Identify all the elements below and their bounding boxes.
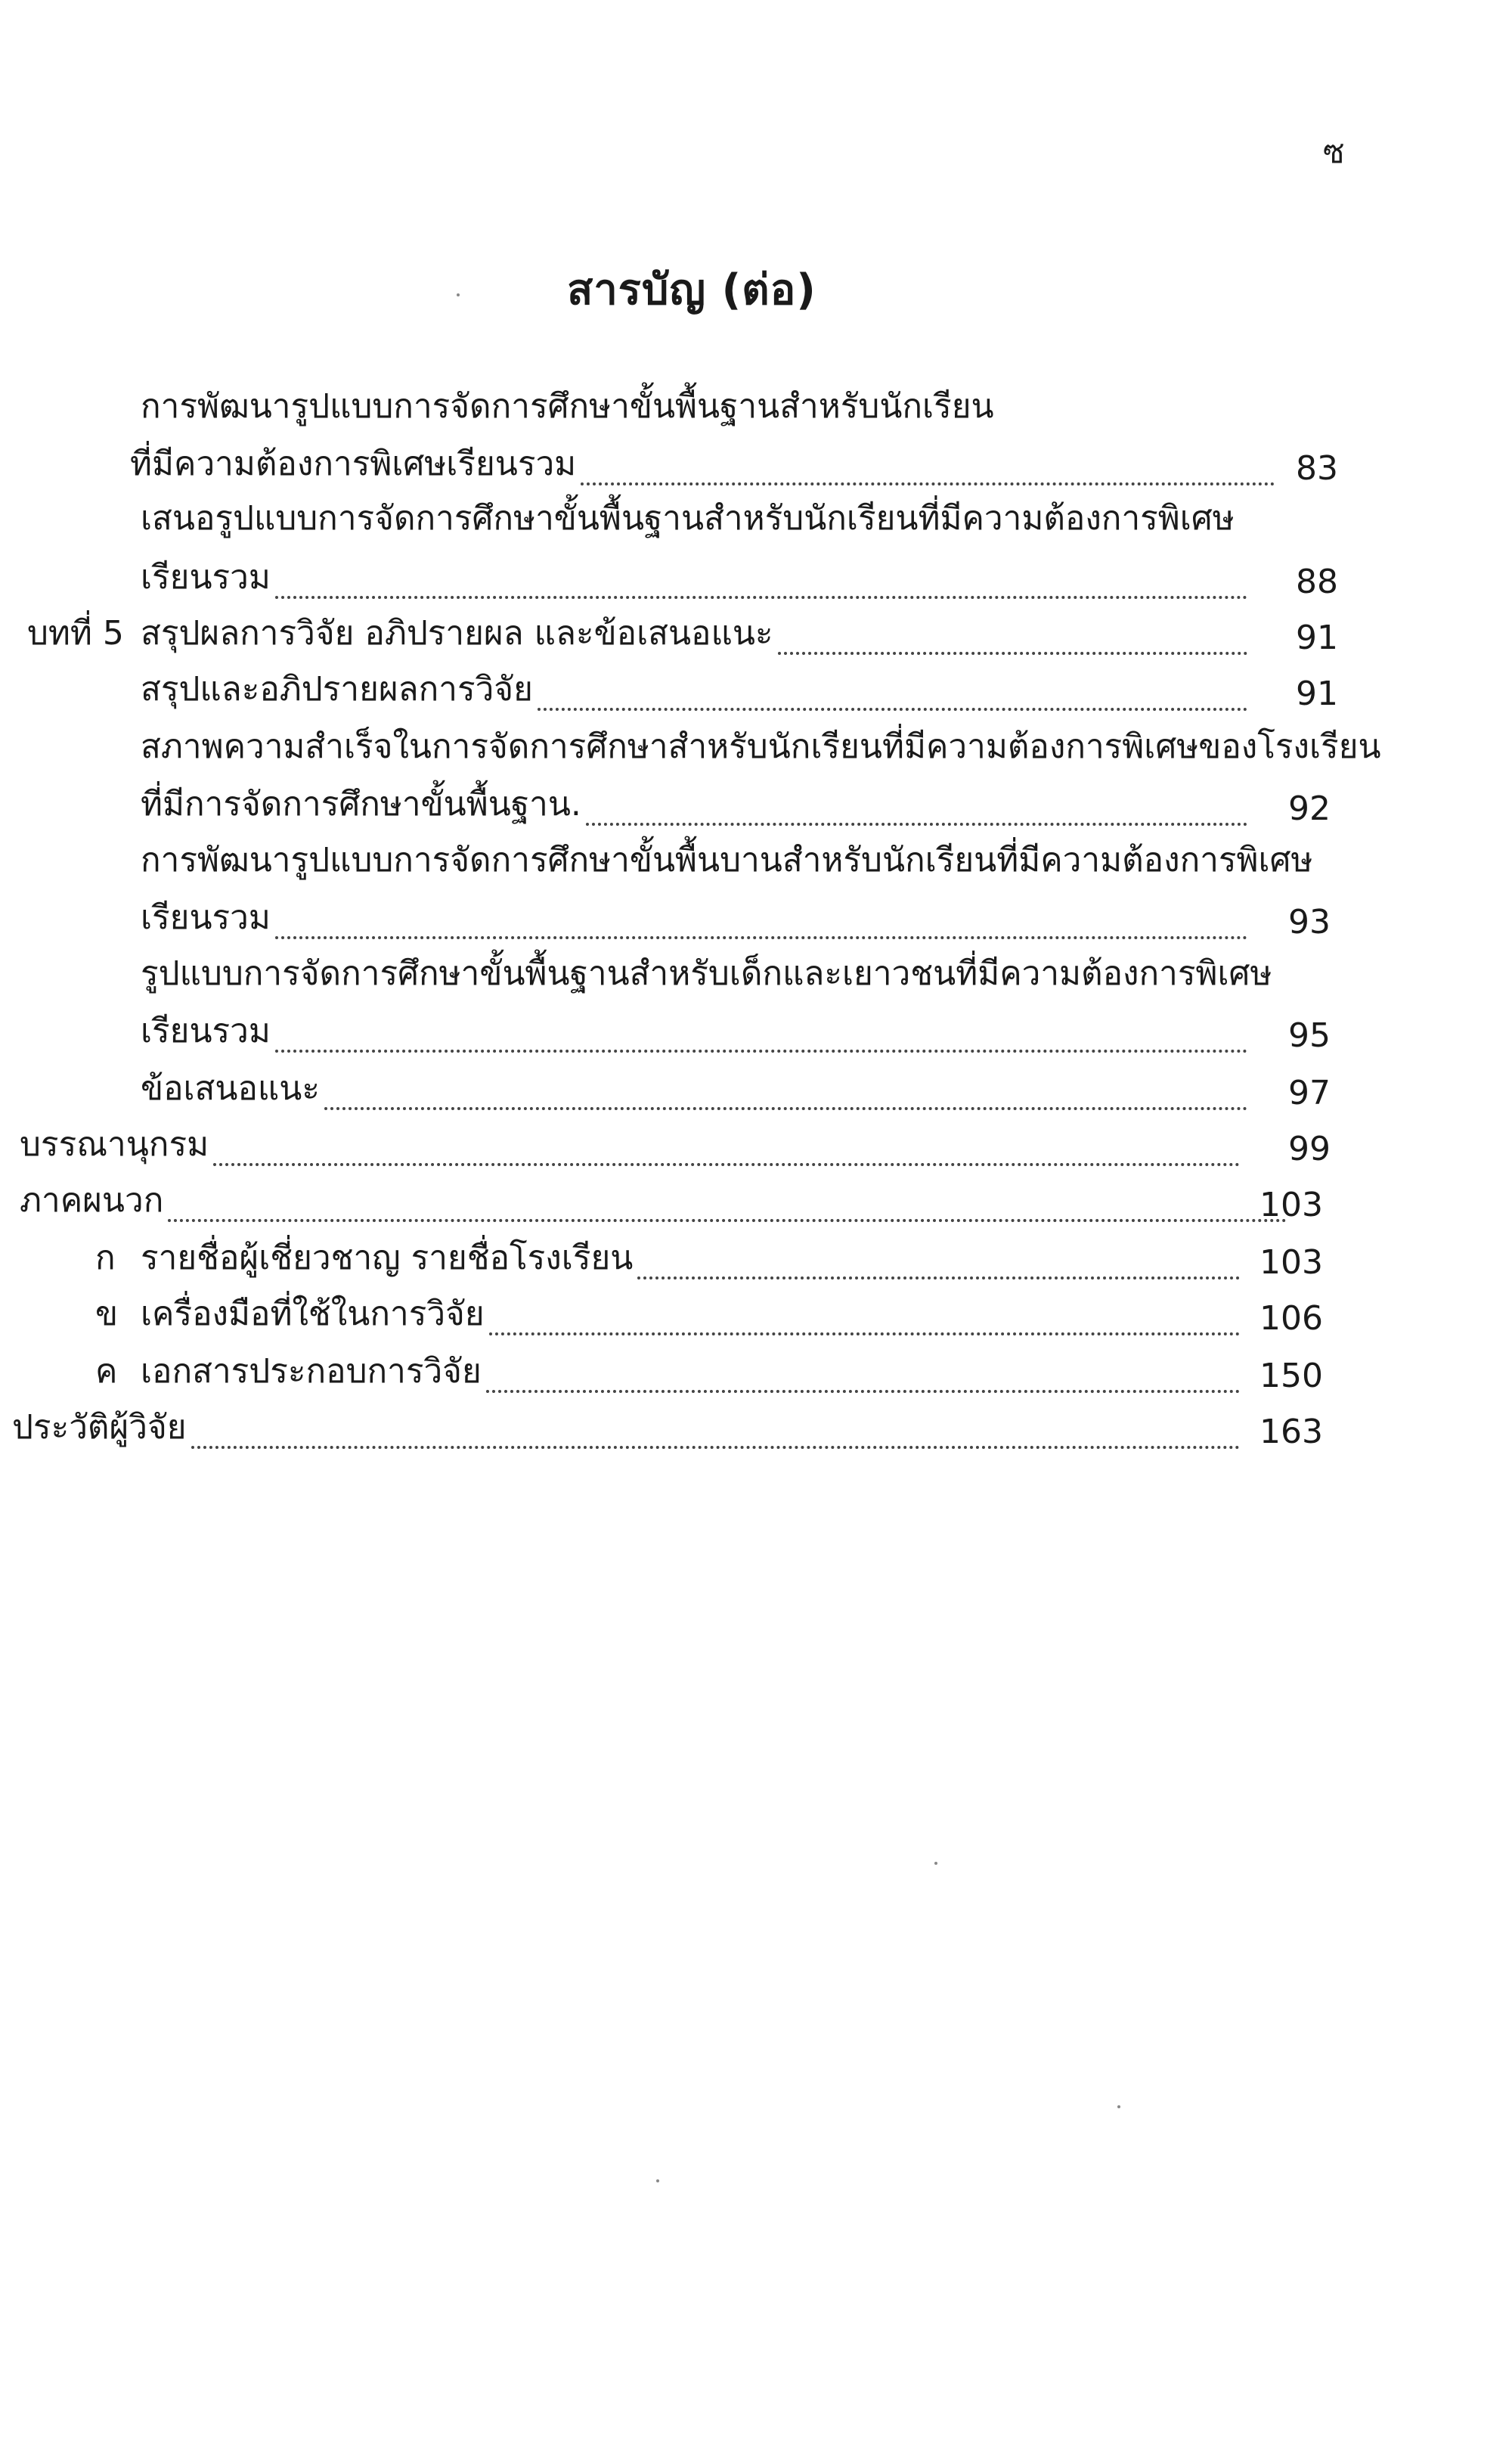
toc-entry-title-line1: เสนอรูปแบบการจัดการศึกษาขั้นพื้นฐานสำหรับนักเรียนที่มีความต้องการพิเศษ: [141, 499, 1235, 538]
toc-entry-title: สรุปและอภิปรายผลการวิจัย: [141, 670, 533, 709]
toc-entry-title: ประวัติผู้วิจัย: [12, 1408, 187, 1447]
dot-leader: [213, 1163, 1240, 1166]
dot-leader: [486, 1390, 1240, 1393]
toc-entry-title-line1: สภาพความสำเร็จในการจัดการศึกษาสำหรับนักเรียนที่มีความต้องการพิเศษของโรงเรียน: [141, 727, 1381, 766]
toc-entry-title-line1: การพัฒนารูปแบบการจัดการศึกษาขั้นพื้นฐานสำหรับนักเรียน: [141, 387, 994, 426]
scan-speck: [934, 1862, 937, 1865]
dot-leader: [581, 482, 1275, 485]
toc-entry-page: 83: [1296, 449, 1338, 488]
dot-leader: [489, 1332, 1240, 1335]
toc-entry-page: 93: [1288, 903, 1331, 941]
dot-leader: [637, 1276, 1240, 1279]
toc-entry-title-line1: รูปแบบการจัดการศึกษาขั้นพื้นฐานสำหรับเด็กและเยาวชนที่มีความต้องการพิเศษ: [141, 954, 1272, 993]
toc-entry-page: 163: [1259, 1413, 1323, 1451]
toc-entry-page: 150: [1259, 1357, 1323, 1395]
appendix-label: ค: [95, 1352, 118, 1391]
toc-entry-title: เอกสารประกอบการวิจัย: [141, 1352, 482, 1391]
toc-entry-title-line2: เรียนรวม: [141, 558, 271, 597]
toc-entry-title: สรุปผลการวิจัย อภิปรายผล และข้อเสนอแนะ: [141, 614, 773, 653]
toc-entry-title: ภาคผนวก: [20, 1181, 164, 1220]
scan-speck: [1117, 2105, 1120, 2108]
appendix-label: ข: [95, 1295, 119, 1333]
toc-entry-page: 106: [1259, 1299, 1323, 1338]
page-number: ซ: [1323, 133, 1345, 170]
toc-entry-page: 99: [1288, 1130, 1331, 1168]
toc-entry-title-line2: ที่มีความต้องการพิเศษเรียนรวม: [130, 445, 577, 483]
dot-leader: [275, 1050, 1247, 1053]
toc-entry-title-line1: การพัฒนารูปแบบการจัดการศึกษาขั้นพื้นบานสำหรับนักเรียนที่มีความต้องการพิเศษ: [141, 841, 1313, 879]
dot-leader: [538, 708, 1247, 711]
dot-leader: [275, 936, 1247, 939]
scan-speck: [656, 2179, 659, 2182]
toc-entry-title: ข้อเสนอแนะ: [141, 1069, 320, 1108]
toc-entry-title: บรรณานุกรม: [20, 1125, 209, 1164]
toc-entry-page: 103: [1259, 1186, 1323, 1224]
toc-entry-title-line2: เรียนรวม: [141, 898, 271, 937]
dot-leader: [275, 596, 1247, 599]
toc-entry-title-line2: เรียนรวม: [141, 1012, 271, 1050]
toc-entry-page: 103: [1259, 1243, 1323, 1282]
dot-leader: [191, 1446, 1240, 1449]
toc-entry-title-line2: ที่มีการจัดการศึกษาขั้นพื้นฐาน.: [141, 785, 581, 824]
dot-leader: [168, 1219, 1287, 1222]
scan-speck: [457, 293, 460, 296]
toc-entry-page: 95: [1288, 1016, 1331, 1055]
dot-leader: [324, 1107, 1247, 1110]
appendix-label: ก: [95, 1239, 116, 1277]
toc-entry-page: 91: [1296, 675, 1338, 713]
toc-entry-page: 91: [1296, 619, 1338, 657]
chapter-label: บทที่ 5: [27, 614, 124, 653]
toc-entry-title: รายชื่อผู้เชี่ยวชาญ รายชื่อโรงเรียน: [141, 1239, 634, 1277]
toc-entry-title: เครื่องมือที่ใช้ในการวิจัย: [141, 1295, 485, 1333]
page-title: สารบัญ (ต่อ): [567, 265, 816, 315]
toc-entry-page: 97: [1288, 1074, 1331, 1112]
toc-entry-page: 88: [1296, 563, 1338, 601]
toc-entry-page: 92: [1288, 789, 1331, 828]
dot-leader: [778, 652, 1247, 655]
dot-leader: [586, 823, 1247, 826]
